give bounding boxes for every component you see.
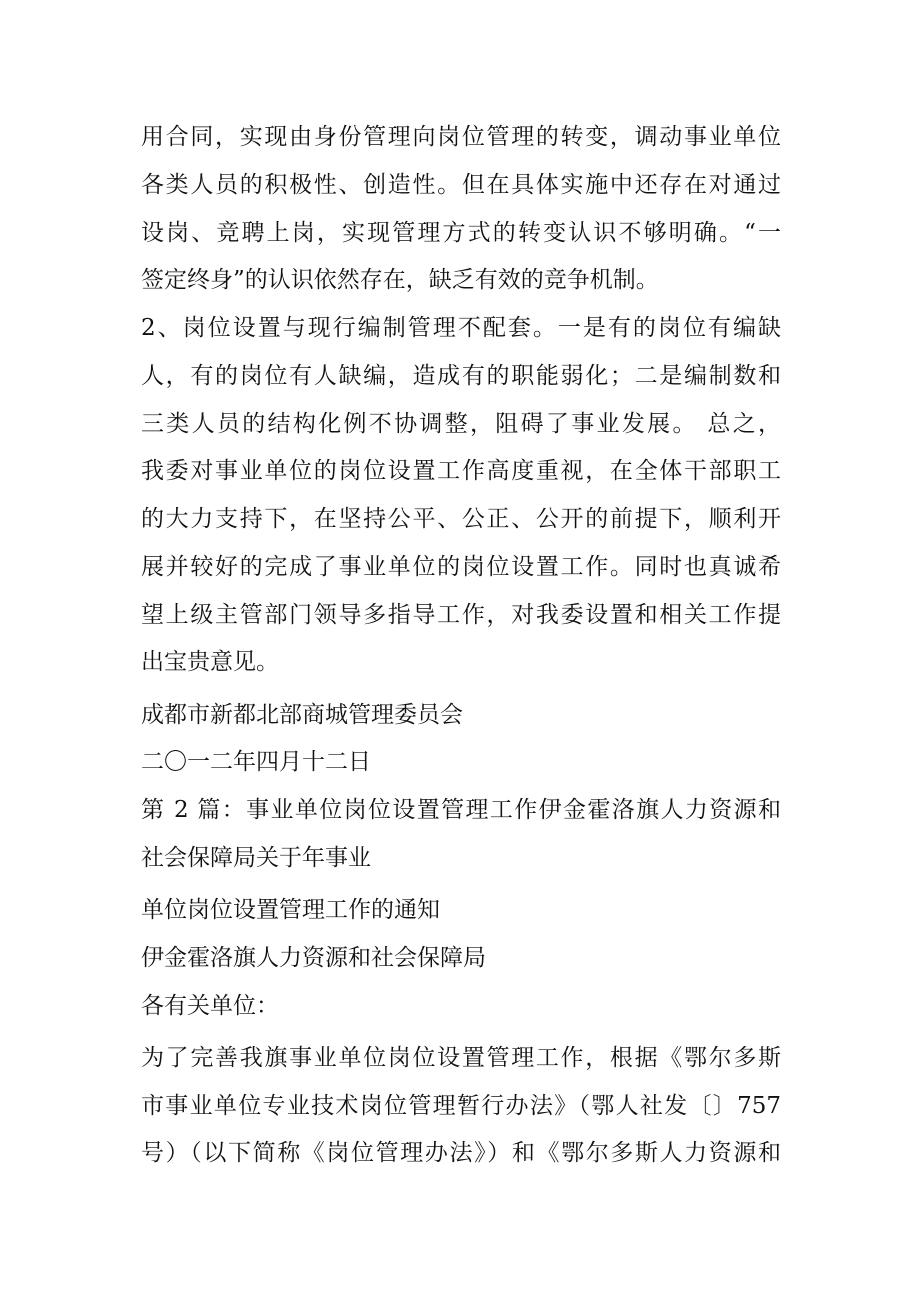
paragraph-line: 各类人员的积极性、创造性。但在具体实施中还存在对通过	[141, 172, 781, 198]
signature-organization: 成都市新都北部商城管理委员会	[141, 702, 463, 728]
paragraph-line: 望上级主管部门领导多指导工作，对我委设置和相关工作提	[141, 602, 781, 628]
paragraph-line: 市事业单位专业技术岗位管理暂行办法》（鄂人社发〔〕757	[141, 1093, 781, 1119]
issuing-authority: 伊金霍洛旗人力资源和社会保障局	[141, 945, 486, 971]
paragraph-line: 设岗、竞聘上岗，实现管理方式的转变认识不够明确。“一	[141, 220, 781, 246]
paragraph-line: 出宝贵意见。	[141, 649, 279, 675]
paragraph-line: 人，有的岗位有人缺编，造成有的职能弱化；二是编制数和	[141, 363, 781, 389]
paragraph-line: 号）（以下简称《岗位管理办法》）和《鄂尔多斯人力资源和	[141, 1140, 781, 1166]
paragraph-line: 的大力支持下，在坚持公平、公正、公开的前提下，顺利开	[141, 506, 781, 532]
paragraph-line: 签定终身”的认识依然存在，缺乏有效的竞争机制。	[141, 267, 659, 293]
section-heading: 第 2 篇：事业单位岗位设置管理工作伊金霍洛旗人力资源和	[141, 797, 781, 823]
signature-date: 二〇一二年四月十二日	[141, 749, 371, 775]
paragraph-line: 展并较好的完成了事业单位的岗位设置工作。同时也真诚希	[141, 554, 781, 580]
notice-title: 单位岗位设置管理工作的通知	[141, 897, 440, 923]
salutation: 各有关单位：	[141, 993, 279, 1019]
section-heading: 社会保障局关于年事业	[141, 845, 371, 871]
paragraph-line: 为了完善我旗事业单位岗位设置管理工作，根据《鄂尔多斯	[141, 1045, 781, 1071]
paragraph-line: 2、岗位设置与现行编制管理不配套。一是有的岗位有编缺	[141, 315, 781, 341]
paragraph-line: 用合同，实现由身份管理向岗位管理的转变，调动事业单位	[141, 124, 781, 150]
paragraph-line: 我委对事业单位的岗位设置工作高度重视，在全体干部职工	[141, 458, 781, 484]
paragraph-line: 三类人员的结构化例不协调整，阻碍了事业发展。 总之，	[141, 411, 781, 437]
